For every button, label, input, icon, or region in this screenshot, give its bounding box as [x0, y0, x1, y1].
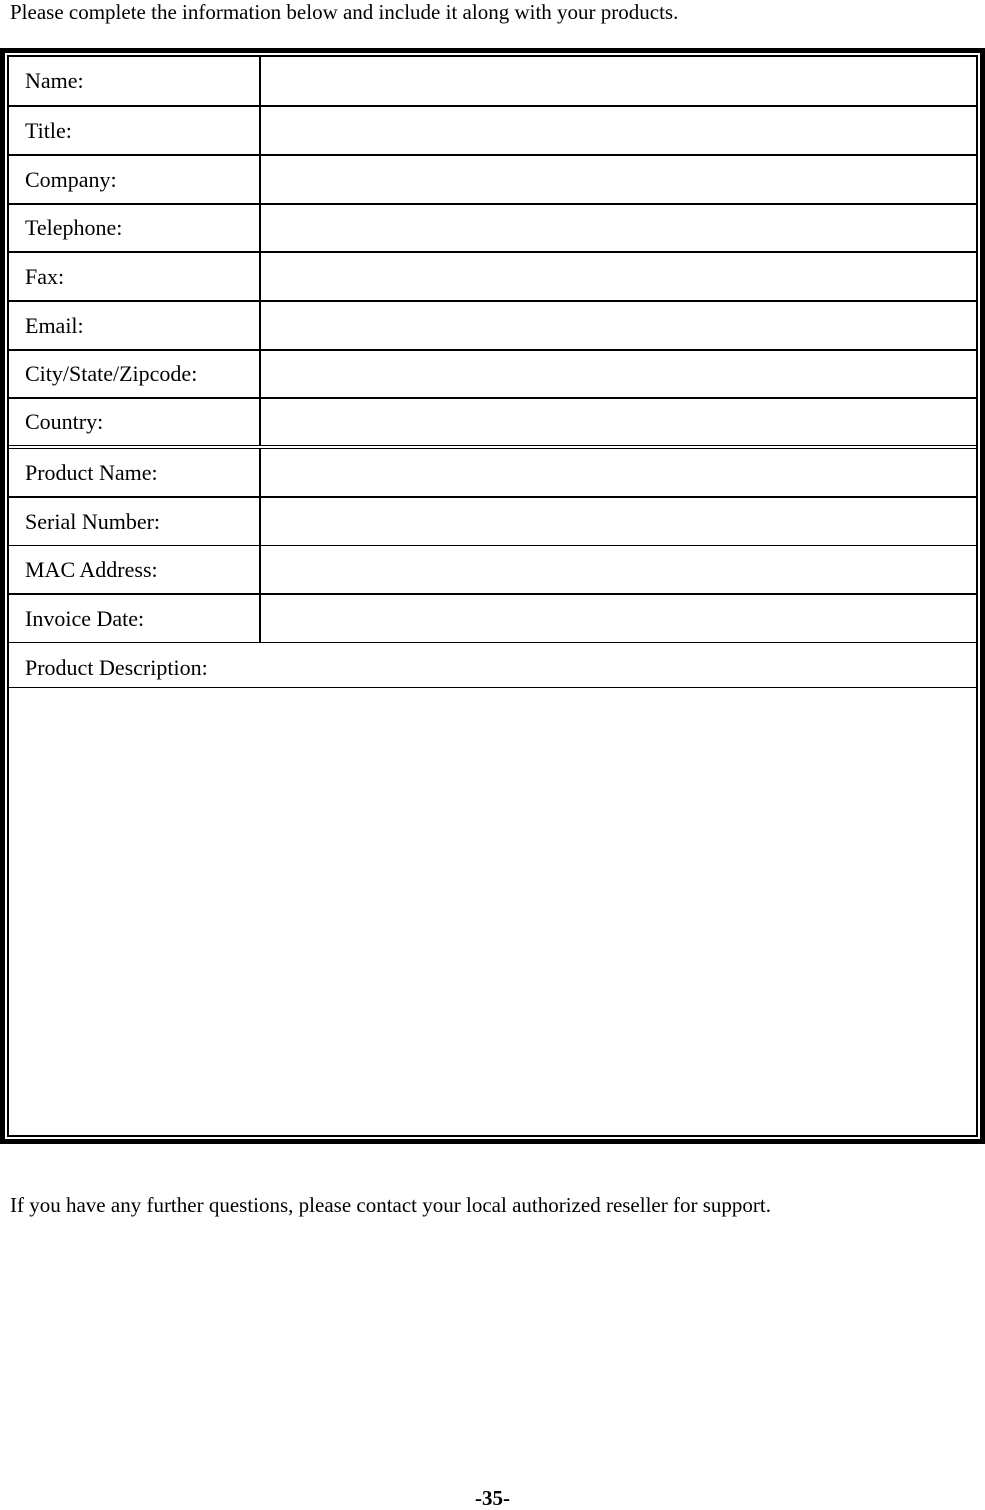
form-row-country — [9, 399, 976, 445]
fax-label: Fax: — [9, 253, 261, 300]
name-label: Name: — [9, 57, 261, 105]
form-row-product-name — [9, 449, 976, 496]
form-row-telephone — [9, 205, 976, 251]
title-label: Title: — [9, 107, 261, 154]
form-row-invoice-date — [9, 595, 976, 642]
form-row-city-state-zip — [9, 351, 976, 397]
email-label: Email: — [9, 302, 261, 349]
form-row-company — [9, 156, 976, 203]
registration-form-inner — [7, 55, 978, 1137]
city-state-zip-field[interactable] — [261, 351, 976, 397]
product-description-label: Product Description: — [25, 655, 208, 680]
telephone-label: Telephone: — [9, 205, 261, 251]
serial-number-label: Serial Number: — [9, 498, 261, 545]
form-row-mac-address — [9, 546, 976, 593]
telephone-field[interactable] — [261, 205, 976, 251]
product-name-field[interactable] — [261, 449, 976, 496]
mac-address-field[interactable] — [261, 546, 976, 593]
row-divider — [9, 642, 976, 643]
email-field[interactable] — [261, 302, 976, 349]
product-description-field[interactable] — [9, 688, 976, 1135]
company-label: Company: — [9, 156, 261, 203]
invoice-date-label: Invoice Date: — [9, 595, 261, 642]
mac-address-label: MAC Address: — [9, 546, 261, 593]
serial-number-field[interactable] — [261, 498, 976, 545]
form-row-serial-number — [9, 498, 976, 545]
form-instruction: Please complete the information below and include it along with your products. — [10, 0, 679, 24]
support-note: If you have any further questions, please contact your local authorized reseller for support. — [10, 1193, 771, 1217]
form-row-fax — [9, 253, 976, 300]
fax-field[interactable] — [261, 253, 976, 300]
city-state-zip-label: City/State/Zipcode: — [9, 351, 261, 397]
form-row-title — [9, 107, 976, 154]
registration-form — [0, 48, 985, 1144]
country-field[interactable] — [261, 399, 976, 445]
title-field[interactable] — [261, 107, 976, 154]
product-name-label: Product Name: — [9, 449, 261, 496]
form-row-email — [9, 302, 976, 349]
name-field[interactable] — [261, 57, 976, 105]
invoice-date-field[interactable] — [261, 595, 976, 642]
page-number: -35- — [475, 1486, 510, 1510]
company-field[interactable] — [261, 156, 976, 203]
section-divider — [9, 445, 976, 446]
country-label: Country: — [9, 399, 261, 445]
form-row-name — [9, 57, 976, 105]
